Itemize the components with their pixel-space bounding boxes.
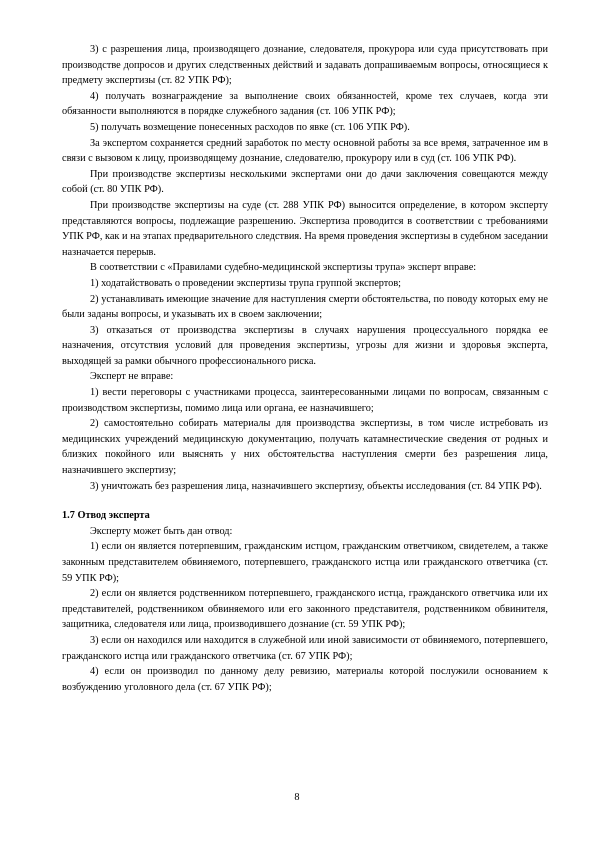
page-number: 8 [294,792,300,803]
paragraph: За экспертом сохраняется средний заработок по месту основной работы за все время, затраченное им в связи с вызовом к лицу, производящему дознание, следователю, прокурору или в суд (ст. 106 УПК РФ). [62,137,548,165]
paragraph: 2) устанавливать имеющие значение для наступления смерти обстоятельства, по поводу которых ему не были заданы вопросы, и указывать их в своем заключении; [62,293,548,321]
paragraph: Эксперту может быть дан отвод: [90,525,233,537]
paragraphs-bottom [62,524,548,696]
paragraph: 3) с разрешения лица, производящего дознание, следователя, прокурора или суда присутствовать при производстве допросов и других следственных действий и задавать допрашиваемым вопросы, относящиеся к предмету экспертизы (ст. 82 УПК РФ); [62,44,548,87]
document-page [62,42,548,695]
section-heading: 1.7 Отвод эксперта [62,510,150,522]
paragraph: 5) получать возмещение понесенных расходов по явке (ст. 106 УПК РФ). [90,121,410,133]
paragraphs-top [62,42,548,494]
paragraph: 3) отказаться от производства экспертизы в случаях нарушения процессуального порядка ее назначения, отсутствия условий для проведения экспертизы, угрозы для жизни и здоровья эксперта, выходящей за рамки обычного профессионального риска. [62,324,548,367]
paragraph: В соответствии с «Правилами судебно-медицинской экспертизы трупа» эксперт вправе: [90,262,477,274]
paragraph: 1) ходатайствовать о проведении экспертизы трупа группой экспертов; [90,277,402,289]
paragraph: 2) самостоятельно собирать материалы для производства экспертизы, в том числе истребовать из медицинских учреждений медицинскую документацию, получать катамнестические сведения от родных и близких покойного или выяснять у них обстоятельства наступления смерти без разрешения лица, назначившего экспертизу; [62,418,548,477]
paragraph: 1) если он является потерпевшим, гражданским истцом, гражданским ответчиком, свидетелем, а также законным представителем обвиняемого, потерпевшего, гражданского истца или гражданского ответчика (ст. 59 УПК РФ); [62,541,548,584]
paragraph: 3) уничтожать без разрешения лица, назначившего экспертизу, объекты исследования (ст. 84 УПК РФ). [90,480,542,492]
paragraph: 2) если он является родственником потерпевшего, гражданского истца, гражданского ответчика или их представителей, родственником обвиняемого или его законного представителя, родственником обвинителя, защитника, следователя или лица, производившего дознание (ст. 59 УПК РФ); [62,588,548,631]
paragraph: При производстве экспертизы несколькими экспертами они до дачи заключения совещаются между собой (ст. 80 УПК РФ). [62,168,548,196]
paragraph: При производстве экспертизы на суде (ст. 288 УПК РФ) выносится определение, в котором эксперту представляются вопросы, подлежащие разрешению. Экспертиза проводится в соответствии с требованиями УПК РФ, как и на этапах предварительного следствия. На время проведения экспертизы в судебном заседании назначается перерыв. [62,199,548,258]
paragraph: 4) если он производил по данному делу ревизию, материалы которой послужили основанием к возбуждению уголовного дела (ст. 67 УПК РФ); [62,666,548,693]
paragraph: Эксперт не вправе: [90,371,174,383]
paragraph: 1) вести переговоры с участниками процесса, заинтересованными лицами по вопросам, связанным с производством экспертизы, помимо лица или органа, ее назначившего; [62,387,548,414]
paragraph: 4) получать вознаграждение за выполнение своих обязанностей, кроме тех случаев, когда эти обязанности выполняются в порядке служебного задания (ст. 106 УПК РФ); [62,90,548,118]
paragraph: 3) если он находился или находится в служебной или иной зависимости от обвиняемого, потерпевшего, гражданского истца или гражданского ответчика (ст. 67 УПК РФ); [62,634,548,662]
